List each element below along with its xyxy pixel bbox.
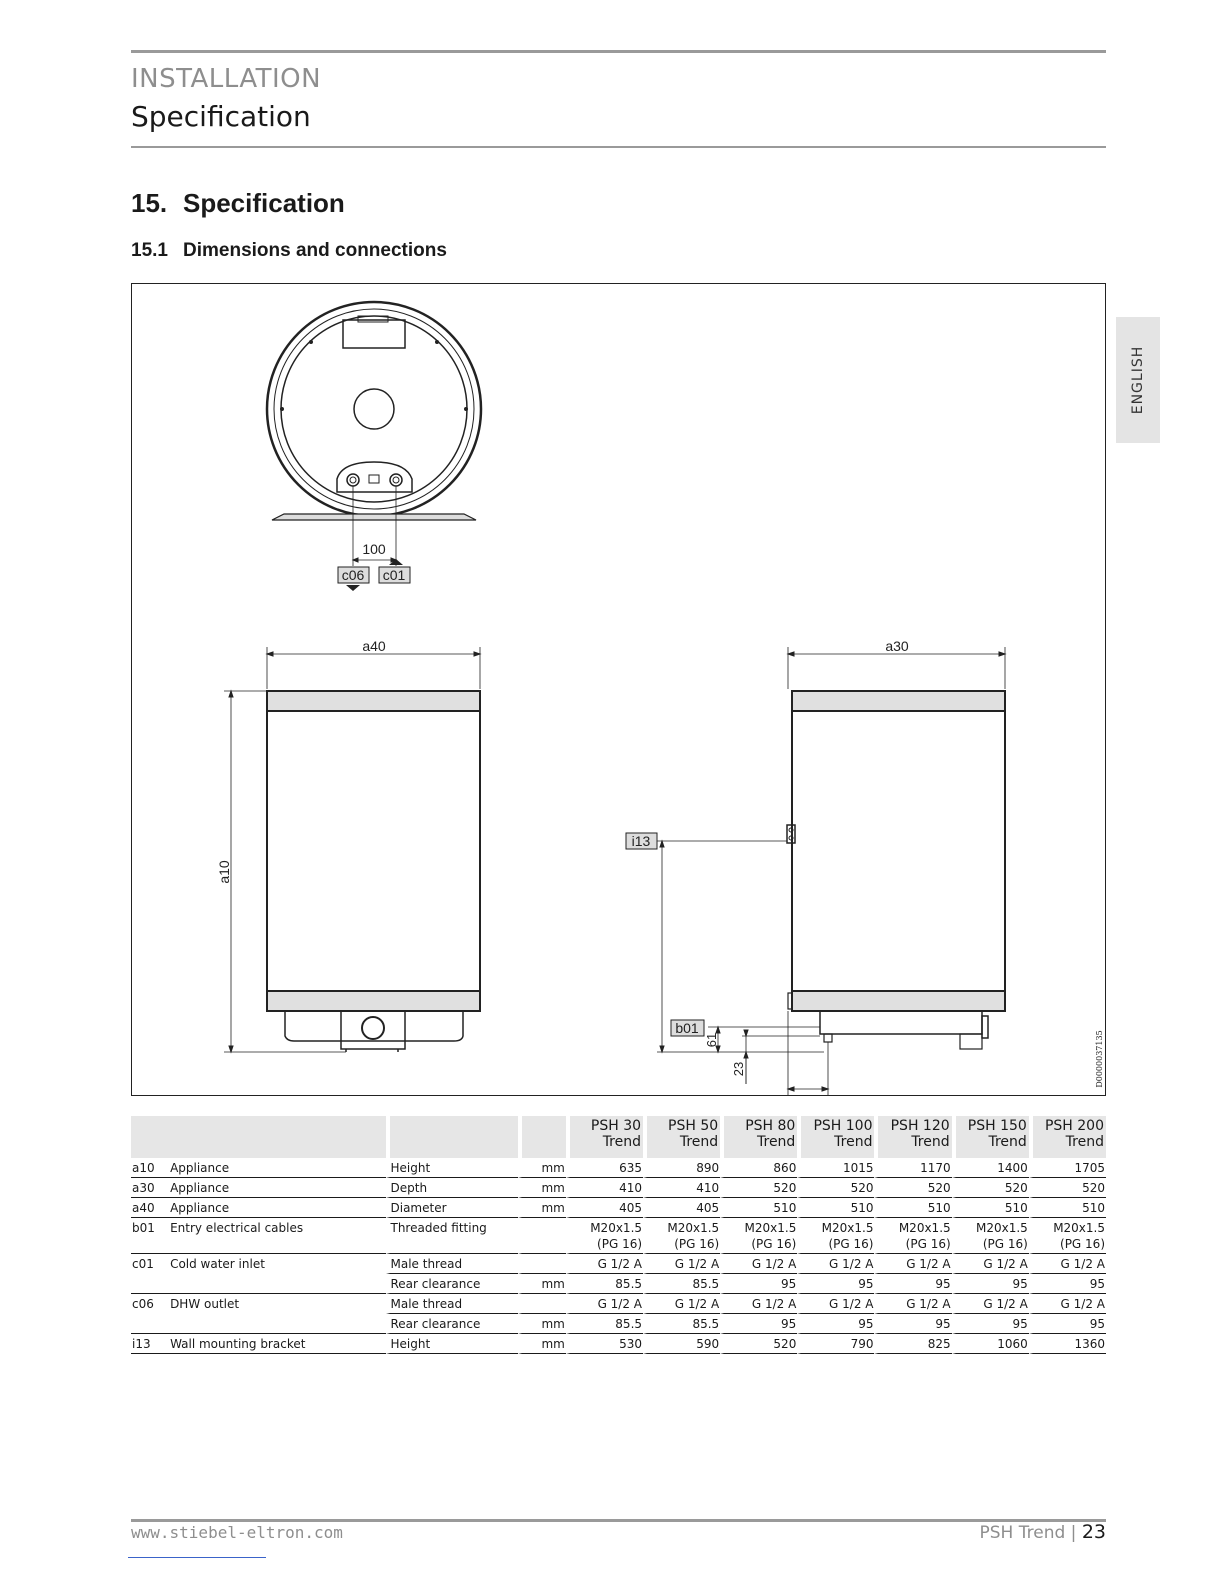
c06-label: c06	[341, 567, 365, 583]
cell-value	[874, 1198, 951, 1218]
cell-value	[797, 1274, 874, 1294]
specification-table	[131, 1116, 1106, 1354]
cell-value-text: G 1/2 A	[906, 1297, 951, 1311]
row-unit: mm	[518, 1274, 566, 1294]
cell-value-text: 520	[773, 1337, 797, 1351]
table-row	[131, 1274, 1106, 1294]
cell-value	[1029, 1198, 1106, 1218]
a10-label: a10	[216, 860, 232, 884]
row-parameter: Rear clearance	[386, 1274, 518, 1294]
cell-value-text-2: (PG 16)	[1060, 1237, 1105, 1251]
cell-value	[797, 1198, 874, 1218]
row-code: a30	[131, 1178, 169, 1198]
footer-rule	[131, 1519, 1106, 1522]
top-view	[267, 302, 481, 566]
cell-value-text-2: (PG 16)	[597, 1237, 643, 1251]
cell-value	[643, 1254, 720, 1274]
cell-value-text-2: (PG 16)	[828, 1237, 874, 1251]
front-view	[224, 647, 480, 1052]
row-code: b01	[131, 1218, 169, 1254]
page-number: 23	[1081, 1521, 1106, 1543]
dim-23-label: 23	[731, 1061, 746, 1077]
model-name: PSH 100	[813, 1118, 873, 1134]
cell-value-text-2: (PG 16)	[674, 1237, 720, 1251]
cell-value	[952, 1158, 1029, 1178]
model-name: PSH 120	[890, 1118, 950, 1134]
row-name: Appliance	[169, 1198, 385, 1218]
cell-value	[1029, 1294, 1106, 1314]
cell-value-text: G 1/2 A	[674, 1297, 720, 1311]
model-name: PSH 200	[1044, 1118, 1104, 1134]
cell-value-text: 510	[850, 1201, 874, 1215]
cell-value-text: 890	[696, 1161, 720, 1175]
cell-value	[643, 1294, 720, 1314]
cell-value	[1029, 1218, 1106, 1254]
cell-value	[797, 1178, 874, 1198]
cell-value-text: 405	[696, 1201, 720, 1215]
row-unit: mm	[518, 1314, 566, 1334]
cell-value	[643, 1274, 720, 1294]
cell-value-text: 95	[781, 1317, 797, 1331]
cell-value	[566, 1254, 643, 1274]
row-unit: mm	[518, 1178, 566, 1198]
cell-value-text: 95	[1089, 1277, 1105, 1291]
cell-value	[720, 1334, 797, 1354]
cell-value-text: 520	[773, 1181, 797, 1195]
table-row	[131, 1158, 1106, 1178]
table-header	[131, 1116, 1106, 1158]
row-parameter: Diameter	[386, 1198, 518, 1218]
table-row	[131, 1314, 1106, 1334]
row-code	[131, 1274, 169, 1294]
model-variant: Trend	[834, 1134, 873, 1150]
cell-value-text: 1705	[1074, 1161, 1105, 1175]
cell-value-text: 95	[858, 1277, 874, 1291]
cell-value	[1029, 1158, 1106, 1178]
cell-value-text: 590	[696, 1337, 720, 1351]
cell-value	[720, 1254, 797, 1274]
cell-value-text-2: (PG 16)	[905, 1237, 951, 1251]
cell-value-text: 520	[927, 1181, 951, 1195]
cell-value-text: 530	[619, 1337, 643, 1351]
cell-value-text: 95	[935, 1277, 951, 1291]
row-unit: mm	[518, 1158, 566, 1178]
cell-value-text: G 1/2 A	[751, 1257, 797, 1271]
chapter-title: Specification	[183, 188, 345, 218]
cell-value	[874, 1274, 951, 1294]
row-code: a40	[131, 1198, 169, 1218]
cell-value-text: 95	[935, 1317, 951, 1331]
row-name: Cold water inlet	[170, 1257, 265, 1271]
cell-value-text: G 1/2 A	[1060, 1257, 1105, 1271]
cell-value	[874, 1254, 951, 1274]
cell-value	[643, 1178, 720, 1198]
header-blank	[518, 1116, 566, 1158]
cell-value-text: G 1/2 A	[829, 1257, 874, 1271]
cell-value-text: 510	[773, 1201, 797, 1215]
model-header	[874, 1116, 951, 1158]
drawing-id: D0000037135	[1095, 1030, 1104, 1088]
cell-value	[952, 1274, 1029, 1294]
cell-value-text: G 1/2 A	[983, 1297, 1028, 1311]
cell-value	[797, 1218, 874, 1254]
cell-value-text: 1170	[920, 1161, 951, 1175]
cell-value	[566, 1158, 643, 1178]
cell-value	[720, 1218, 797, 1254]
footer-link-underline	[128, 1557, 266, 1558]
cell-value-text: 635	[619, 1161, 643, 1175]
model-header	[566, 1116, 643, 1158]
cell-value-text: G 1/2 A	[597, 1257, 643, 1271]
model-header	[720, 1116, 797, 1158]
cell-value	[643, 1334, 720, 1354]
i13-label: i13	[631, 833, 651, 849]
row-code: a10	[131, 1158, 169, 1178]
cell-value-text: M20x1.5	[898, 1221, 951, 1235]
footer-page-info	[980, 1521, 1107, 1543]
row-unit: mm	[518, 1334, 566, 1354]
cell-value-text: G 1/2 A	[983, 1257, 1028, 1271]
row-unit	[518, 1294, 566, 1314]
table-row	[131, 1334, 1106, 1354]
row-parameter: Male thread	[386, 1294, 518, 1314]
model-header	[643, 1116, 720, 1158]
cell-value-text: M20x1.5	[590, 1221, 643, 1235]
cell-value-text: 860	[773, 1161, 797, 1175]
i13-tag	[626, 833, 657, 849]
cell-value	[720, 1178, 797, 1198]
row-parameter: Male thread	[386, 1254, 518, 1274]
cell-value-text: 95	[781, 1277, 797, 1291]
table-body	[131, 1158, 1106, 1354]
cell-value	[720, 1314, 797, 1334]
dim-61-label: 61	[704, 1032, 719, 1048]
cell-value-text: 95	[858, 1317, 874, 1331]
model-variant: Trend	[757, 1134, 796, 1150]
model-name: PSH 150	[967, 1118, 1027, 1134]
cell-value	[643, 1314, 720, 1334]
cell-value	[720, 1294, 797, 1314]
cell-value	[952, 1254, 1029, 1274]
subsection-number: 15.1	[131, 240, 168, 261]
c01-label: c01	[382, 567, 406, 583]
header-blank	[386, 1116, 518, 1158]
cell-value	[643, 1198, 720, 1218]
cell-value-text: 405	[619, 1201, 643, 1215]
header-bottom-rule	[131, 146, 1106, 148]
cell-value	[874, 1178, 951, 1198]
cell-value	[952, 1178, 1029, 1198]
cell-value-text: M20x1.5	[744, 1221, 797, 1235]
cell-value	[720, 1274, 797, 1294]
model-variant: Trend	[602, 1134, 642, 1150]
cell-value-text: 1060	[997, 1337, 1028, 1351]
section-title: Specification	[131, 100, 311, 133]
row-name: Appliance	[169, 1178, 385, 1198]
cell-value	[797, 1158, 874, 1178]
subsection-title: Dimensions and connections	[183, 240, 447, 261]
cell-value	[566, 1178, 643, 1198]
a30-label: a30	[885, 638, 909, 654]
cell-value	[566, 1314, 643, 1334]
row-parameter: Rear clearance	[386, 1314, 518, 1334]
cell-value	[874, 1334, 951, 1354]
model-variant: Trend	[1065, 1134, 1104, 1150]
cell-value	[952, 1314, 1029, 1334]
a40-label: a40	[362, 638, 386, 654]
cell-value-text: G 1/2 A	[829, 1297, 874, 1311]
cell-value	[797, 1314, 874, 1334]
cell-value-text: 520	[850, 1181, 874, 1195]
cell-value-text: M20x1.5	[667, 1221, 720, 1235]
b01-label: b01	[675, 1020, 699, 1036]
model-header	[797, 1116, 874, 1158]
cell-value-text: G 1/2 A	[674, 1257, 720, 1271]
cell-value	[720, 1198, 797, 1218]
chapter-number: 15.	[131, 188, 168, 218]
cell-value-text: 520	[1004, 1181, 1028, 1195]
model-name: PSH 30	[590, 1118, 642, 1134]
row-name: DHW outlet	[170, 1297, 240, 1311]
cell-value	[566, 1294, 643, 1314]
table-row	[131, 1254, 1106, 1274]
row-name	[169, 1274, 385, 1294]
model-variant: Trend	[988, 1134, 1027, 1150]
model-variant: Trend	[679, 1134, 719, 1150]
cell-value	[1029, 1178, 1106, 1198]
cell-value	[952, 1334, 1029, 1354]
cell-value	[952, 1218, 1029, 1254]
cell-value-text: 510	[1004, 1201, 1028, 1215]
cell-value	[643, 1218, 720, 1254]
cell-value-text: 790	[850, 1337, 874, 1351]
model-header	[952, 1116, 1029, 1158]
cell-value	[1029, 1274, 1106, 1294]
cell-value-text: 85.5	[692, 1317, 720, 1331]
cell-value-text: 85.5	[615, 1317, 643, 1331]
table-row	[131, 1218, 1106, 1254]
cell-value-text: M20x1.5	[975, 1221, 1028, 1235]
row-name: Entry electrical cables	[169, 1218, 385, 1254]
side-view	[657, 647, 1005, 1096]
c06-tag	[338, 567, 369, 591]
model-header	[1029, 1116, 1106, 1158]
cell-value	[874, 1294, 951, 1314]
cell-value-text: 410	[696, 1181, 720, 1195]
cell-value	[1029, 1334, 1106, 1354]
cell-value	[952, 1198, 1029, 1218]
c01-tag	[379, 559, 410, 583]
cell-value-text: 510	[927, 1201, 951, 1215]
header-top-rule	[131, 50, 1106, 53]
cell-value-text: G 1/2 A	[597, 1297, 643, 1311]
cell-value-text: 85.5	[692, 1277, 720, 1291]
cell-value-text: 1360	[1074, 1337, 1105, 1351]
cell-value	[720, 1158, 797, 1178]
row-unit	[518, 1218, 566, 1254]
cell-value-text: 95	[1012, 1317, 1028, 1331]
row-unit	[518, 1254, 566, 1274]
section-label: INSTALLATION	[131, 64, 322, 94]
cell-value	[952, 1294, 1029, 1314]
cell-value-text: M20x1.5	[821, 1221, 874, 1235]
row-parameter: Threaded fitting	[386, 1218, 518, 1254]
cell-value	[874, 1158, 951, 1178]
subsection-heading	[131, 240, 447, 262]
model-variant: Trend	[911, 1134, 950, 1150]
cell-value-text: 825	[927, 1337, 951, 1351]
cell-value-text: 95	[1012, 1277, 1028, 1291]
cell-value	[566, 1198, 643, 1218]
cell-value	[566, 1274, 643, 1294]
cell-value-text-2: (PG 16)	[982, 1237, 1028, 1251]
cell-value-text: 1400	[997, 1161, 1028, 1175]
row-unit: mm	[518, 1198, 566, 1218]
cell-value	[874, 1218, 951, 1254]
model-name: PSH 50	[668, 1118, 719, 1134]
dim-100-label: 100	[362, 541, 386, 557]
cell-value-text: G 1/2 A	[751, 1297, 797, 1311]
chapter-heading	[131, 188, 345, 219]
row-code: i13	[131, 1334, 169, 1354]
footer-separator: |	[1070, 1523, 1077, 1543]
cell-value-text: 1015	[842, 1161, 874, 1175]
row-parameter: Height	[386, 1334, 518, 1354]
cell-value-text: M20x1.5	[1053, 1221, 1105, 1235]
cell-value	[566, 1334, 643, 1354]
cell-value-text: G 1/2 A	[906, 1257, 951, 1271]
cell-value-text: 520	[1082, 1181, 1105, 1195]
row-name	[169, 1314, 385, 1334]
cell-value-text: G 1/2 A	[1060, 1297, 1105, 1311]
table-row	[131, 1198, 1106, 1218]
cell-value-text: 510	[1082, 1201, 1105, 1215]
row-code: c06	[132, 1297, 154, 1311]
table-row	[131, 1178, 1106, 1198]
cell-value-text: 95	[1089, 1317, 1105, 1331]
language-tab	[1116, 317, 1160, 443]
cell-value	[874, 1314, 951, 1334]
cell-value-text: 85.5	[615, 1277, 643, 1291]
row-name: Wall mounting bracket	[169, 1334, 385, 1354]
cell-value-text: 410	[619, 1181, 643, 1195]
row-code	[131, 1314, 169, 1334]
technical-drawing	[132, 284, 1107, 1097]
cell-value	[643, 1158, 720, 1178]
footer-url: www.stiebel-eltron.com	[131, 1523, 343, 1542]
cell-value	[797, 1294, 874, 1314]
table-row	[131, 1294, 1106, 1314]
model-name: PSH 80	[745, 1118, 796, 1134]
row-parameter: Height	[386, 1158, 518, 1178]
row-name: Appliance	[169, 1158, 385, 1178]
row-code: c01	[132, 1257, 154, 1271]
cell-value	[1029, 1254, 1106, 1274]
b01-tag	[671, 1020, 704, 1036]
table-header-row	[131, 1116, 1106, 1158]
cell-value	[566, 1218, 643, 1254]
dimension-drawing	[131, 283, 1106, 1096]
language-tab-label: ENGLISH	[1130, 345, 1146, 415]
cell-value	[797, 1254, 874, 1274]
footer-product: PSH Trend	[979, 1523, 1066, 1543]
row-parameter: Depth	[386, 1178, 518, 1198]
cell-value	[797, 1334, 874, 1354]
cell-value-text-2: (PG 16)	[751, 1237, 797, 1251]
cell-value	[1029, 1314, 1106, 1334]
header-blank	[131, 1116, 386, 1158]
